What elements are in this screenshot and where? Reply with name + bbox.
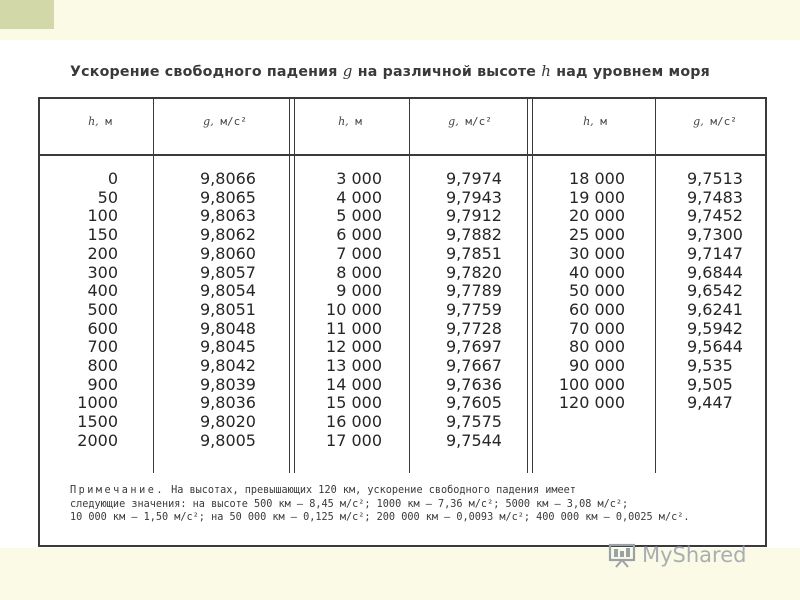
table-cell: 1000: [77, 393, 118, 413]
table-cell: 9,7912: [446, 206, 502, 226]
table-cell: 5 000: [336, 206, 382, 226]
table-cell: 9,5644: [687, 337, 743, 357]
header-h: h, м: [88, 115, 112, 128]
column-h-group2: [316, 170, 382, 451]
table-cell: 30 000: [569, 243, 625, 263]
presentation-board-icon: [608, 542, 636, 568]
table-cell: 800: [87, 356, 118, 376]
table-cell: 9,8060: [200, 243, 256, 263]
footnote-line: На высотах, превышающих 120 км, ускорение свободного падения имеет: [171, 485, 576, 496]
table-cell: 9,447: [687, 393, 733, 413]
table-cell: 2000: [77, 430, 118, 450]
table-cell: 9,8020: [200, 412, 256, 432]
table-cell: 9,7943: [446, 187, 502, 207]
table-cell: 100 000: [558, 374, 625, 394]
table-cell: 12 000: [326, 337, 382, 357]
header-divider: [38, 154, 767, 156]
table-cell: 9,8005: [200, 430, 256, 450]
table-cell: 16 000: [326, 412, 382, 432]
table-cell: 9,7851: [446, 243, 502, 263]
column-g-group2: [446, 170, 502, 451]
table-cell: 9,7974: [446, 169, 502, 188]
table-cell: 9,7789: [446, 281, 502, 301]
footnote-label: Примечание.: [70, 485, 165, 496]
table-cell: 17 000: [326, 430, 382, 450]
table-cell: 9,7513: [687, 169, 743, 188]
table-cell: 20 000: [569, 206, 625, 226]
table-cell: 9,8062: [200, 225, 256, 245]
table-cell: 9,8057: [200, 262, 256, 282]
table-cell: 9,7697: [446, 337, 502, 357]
column-h-group3: [555, 170, 625, 413]
table-cell: 11 000: [326, 318, 382, 338]
table-cell: 8 000: [336, 262, 382, 282]
table-cell: 700: [87, 337, 118, 357]
table-cell: 120 000: [558, 393, 625, 413]
table-cell: 300: [87, 262, 118, 282]
table-cell: 7 000: [336, 243, 382, 263]
table-cell: 9 000: [336, 281, 382, 301]
table-cell: 10 000: [326, 299, 382, 319]
table-cell: 9,6844: [687, 262, 743, 282]
column-divider: [153, 97, 154, 473]
table-cell: 3 000: [336, 169, 382, 188]
table-cell: 40 000: [569, 262, 625, 282]
table-cell: 25 000: [569, 225, 625, 245]
table-cell: 80 000: [569, 337, 625, 357]
table-cell: 9,8042: [200, 356, 256, 376]
column-g-group1: [200, 170, 256, 451]
header-g: g, м/с²: [203, 115, 247, 128]
top-background: [0, 0, 800, 40]
table-cell: 9,7759: [446, 299, 502, 319]
table-cell: 9,535: [687, 356, 733, 376]
table-cell: 14 000: [326, 374, 382, 394]
header-h: h, м: [338, 115, 362, 128]
table-cell: 19 000: [569, 187, 625, 207]
table-cell: 9,6241: [687, 299, 743, 319]
table-cell: 50: [97, 187, 118, 207]
table-cell: 9,7728: [446, 318, 502, 338]
table-cell: 18 000: [569, 169, 625, 188]
table-frame: [38, 97, 767, 547]
table-cell: 9,7300: [687, 225, 743, 245]
column-divider: [409, 97, 410, 473]
column-g-group3: [687, 170, 743, 413]
table-cell: 9,6542: [687, 281, 743, 301]
footnote-line: следующие значения: на высоте 500 км — 8,45 м/с²; 1000 км — 7,36 м/с²; 5000 км — 3,08 м/с²;: [70, 498, 629, 510]
table-cell: 9,8063: [200, 206, 256, 226]
table-cell: 6 000: [336, 225, 382, 245]
table-cell: 9,8065: [200, 187, 256, 207]
table-cell: 9,7882: [446, 225, 502, 245]
table-cell: 9,7605: [446, 393, 502, 413]
table-cell: 1500: [77, 412, 118, 432]
table-cell: 9,7452: [687, 206, 743, 226]
table-cell: 0: [107, 169, 118, 188]
table-cell: 9,7820: [446, 262, 502, 282]
table-cell: 4 000: [336, 187, 382, 207]
page-title: Ускорение свободного падения g на различной высоте h над уровнем моря: [70, 62, 710, 80]
table-cell: 90 000: [569, 356, 625, 376]
table-cell: 9,7575: [446, 412, 502, 432]
table-cell: 600: [87, 318, 118, 338]
table-cell: 15 000: [326, 393, 382, 413]
table-cell: 9,8054: [200, 281, 256, 301]
group-divider: [289, 97, 290, 473]
table-cell: 150: [87, 225, 118, 245]
table-cell: 500: [87, 299, 118, 319]
table-cell: 400: [87, 281, 118, 301]
footnote: [70, 484, 750, 525]
table-cell: 9,8036: [200, 393, 256, 413]
table-cell: 60 000: [569, 299, 625, 319]
table-cell: 900: [87, 374, 118, 394]
corner-decoration: [0, 0, 54, 29]
table-cell: 100: [87, 206, 118, 226]
table-cell: 9,7667: [446, 356, 502, 376]
watermark-text: MyShared: [642, 543, 747, 567]
table-cell: 9,8048: [200, 318, 256, 338]
column-divider: [655, 97, 656, 473]
table-cell: 9,8066: [200, 169, 256, 188]
table-cell: 9,8045: [200, 337, 256, 357]
header-h: h, м: [583, 115, 607, 128]
table-cell: 9,7147: [687, 243, 743, 263]
group-divider: [532, 97, 533, 473]
table-cell: 13 000: [326, 356, 382, 376]
group-divider: [527, 97, 528, 473]
table-cell: 9,8051: [200, 299, 256, 319]
table-cell: 9,505: [687, 374, 733, 394]
table-cell: 70 000: [569, 318, 625, 338]
footnote-line: 10 000 км — 1,50 м/с²; на 50 000 км — 0,125 м/с²; 200 000 км — 0,0093 м/с²; 400 000 км — 0,0025 м/с².: [70, 512, 690, 523]
table-cell: 9,7483: [687, 187, 743, 207]
column-h-group1: [60, 170, 118, 451]
watermark-logo: [608, 540, 746, 570]
table-cell: 50 000: [569, 281, 625, 301]
header-g: g, м/с²: [693, 115, 737, 128]
table-cell: 9,8039: [200, 374, 256, 394]
header-g: g, м/с²: [448, 115, 492, 128]
table-cell: 9,7636: [446, 374, 502, 394]
table-cell: 9,7544: [446, 430, 502, 450]
group-divider: [294, 97, 295, 473]
table-cell: 200: [87, 243, 118, 263]
table-cell: 9,5942: [687, 318, 743, 338]
